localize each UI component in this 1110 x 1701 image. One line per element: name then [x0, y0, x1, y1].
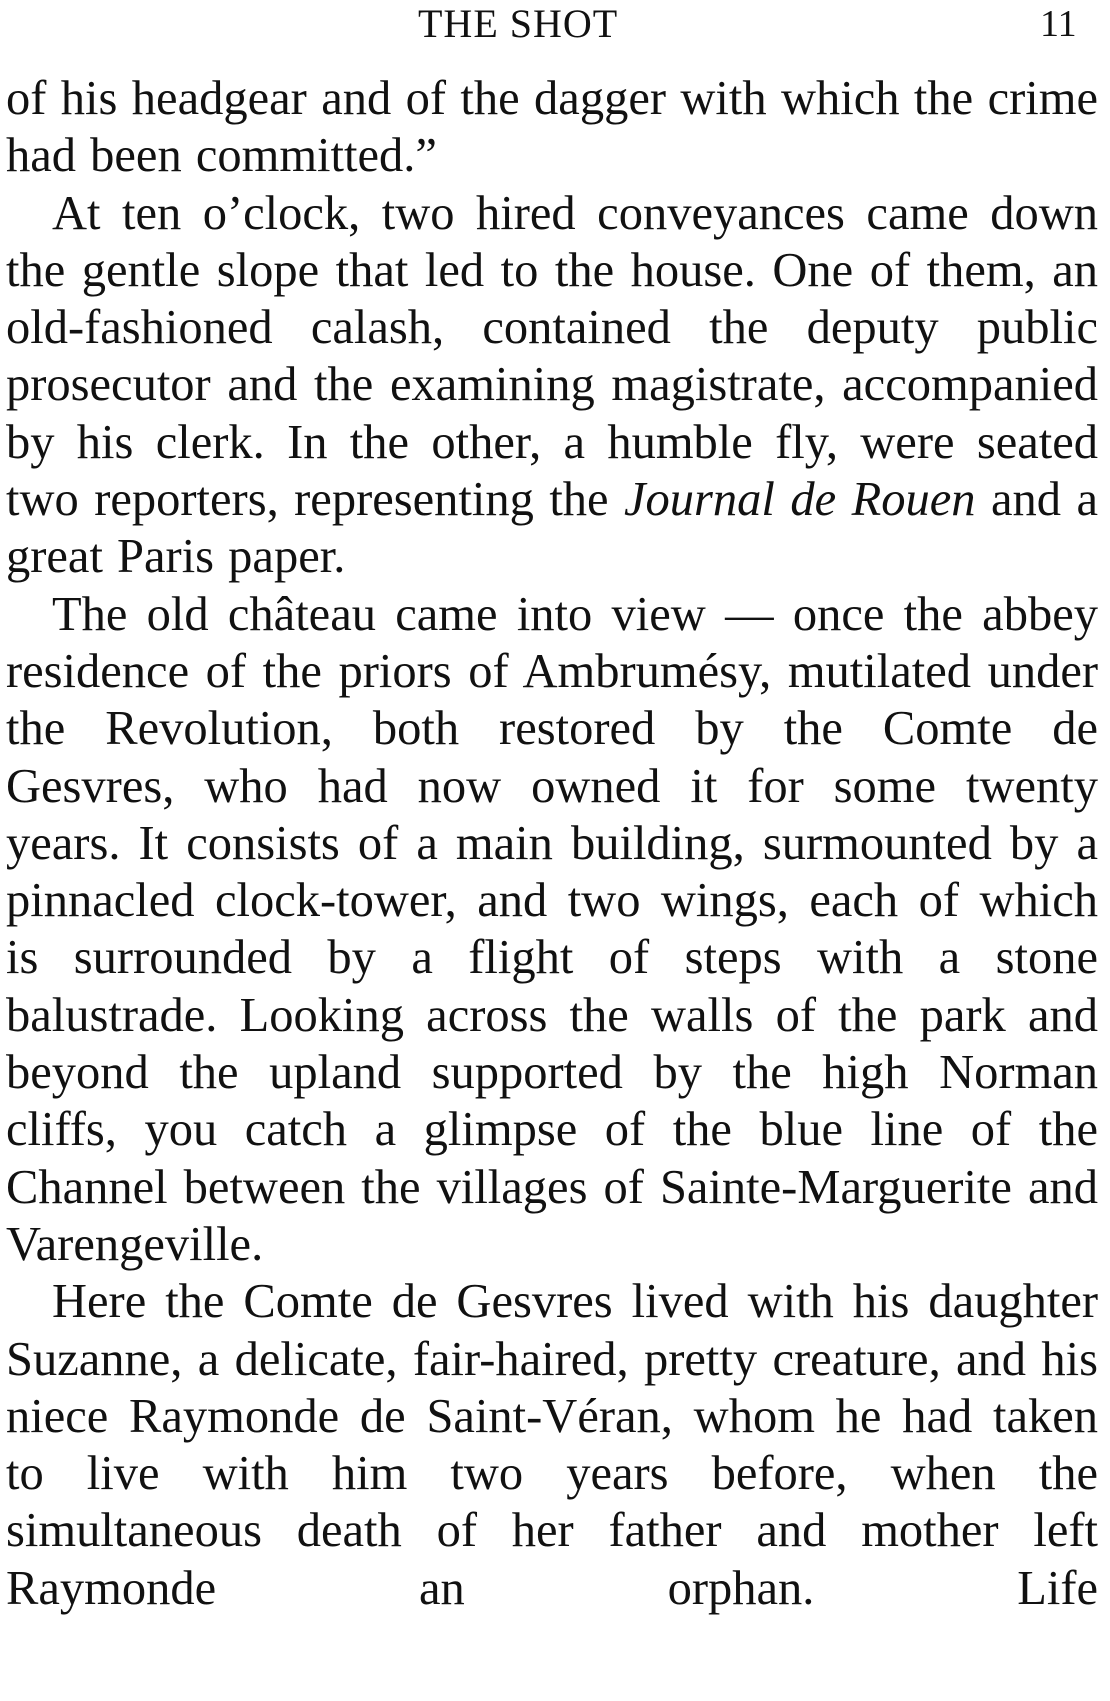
paragraph-continued: of his headgear and of the dagger with which the crime had been committed.”	[6, 72, 1098, 183]
paragraph-text: and a great Paris paper.	[6, 473, 1098, 584]
paragraph-text: At ten o’clock, two hired conveyances came down the gentle slope that led to the house. One of them, an old-fashioned calash, contained the deputy public prosecutor and the examining magistrate, accompanied by his clerk. In the other, a humble fly, were seated two reporters, representing the	[6, 186, 1098, 527]
page-number: 11	[1040, 3, 1077, 45]
paragraph-household: Here the Comte de Gesvres lived with his daughter Suzanne, a delicate, fair-haired, pretty creature, and his niece Raymonde de Saint-Véran, whom he had taken to live with him two years before, when the simultaneous death of her father and mother left Raymonde an orphan. Life	[6, 1275, 1098, 1615]
paragraph-conveyances	[6, 185, 1098, 586]
paragraph-chateau: The old château came into view — once the abbey residence of the priors of Ambrumésy, mutilated under the Revolution, both restored by the Comte de Gesvres, who had now owned it for some twenty years. It consists of a main building, surmounted by a pinnacled clock-tower, and two wings, each of which is surrounded by a flight of steps with a stone balustrade. Looking across the walls of the park and beyond the upland supported by the high Norman cliffs, you catch a glimpse of the blue line of the Channel between the villages of Sainte-Marguerite and Varengeville.	[6, 587, 1098, 1271]
body-text	[6, 70, 1098, 1617]
running-header	[0, 0, 1110, 50]
newspaper-title: Journal de Rouen	[624, 473, 976, 527]
running-title: THE SHOT	[418, 1, 619, 46]
